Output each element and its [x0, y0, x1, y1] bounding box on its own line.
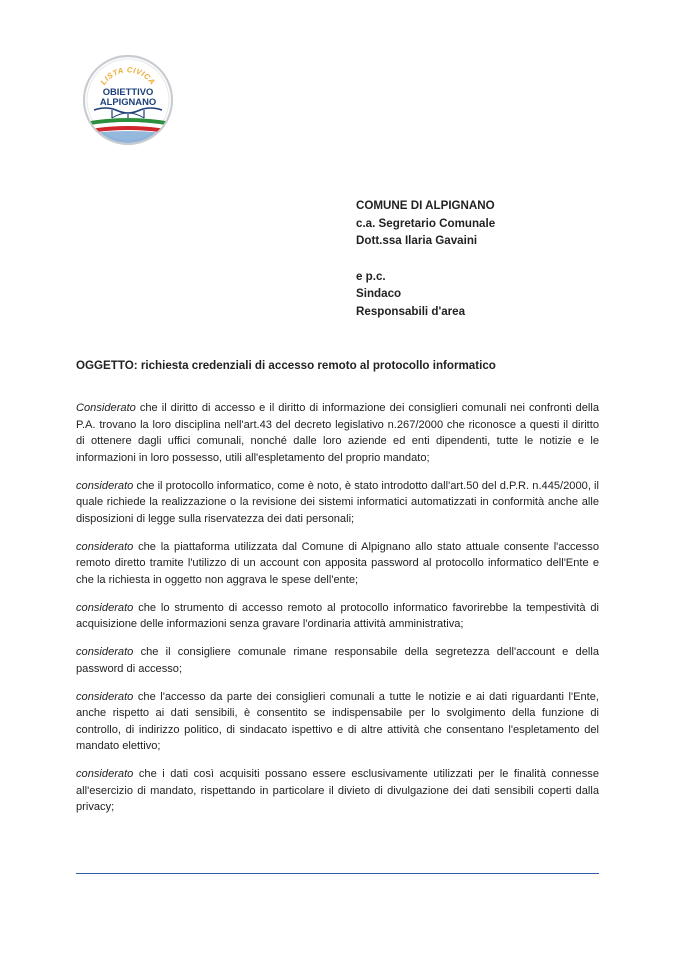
- paragraph: [76, 766, 599, 816]
- paragraph-lead: Considerato: [76, 402, 136, 414]
- paragraph-lead: considerato: [76, 768, 134, 780]
- letter-body: [76, 400, 599, 827]
- paragraph-text: che lo strumento di accesso remoto al protocollo informatico favorirebbe la tempestività di acquisizione delle informazioni senza gravare l'ordinaria attività amministrativa;: [76, 601, 599, 630]
- subject-line: [76, 359, 616, 372]
- paragraph-lead: considerato: [76, 601, 134, 614]
- paragraph-lead: considerato: [76, 540, 134, 553]
- logo-line1: OBIETTIVO: [102, 86, 154, 97]
- paragraph-text: che la piattaforma utilizzata dal Comune di Alpignano allo stato attuale consente l'accesso remoto diretto tramite l'utilizzo di un account con apposita password al protocollo informatico dell'Ente e che la richiesta in oggetto non aggrava le spese dell'ente;: [76, 540, 599, 586]
- obiettivo-alpignano-logo: [82, 54, 174, 146]
- recipients-block: [356, 197, 656, 321]
- recipient-line: COMUNE DI ALPIGNANO: [356, 199, 495, 212]
- footer-divider: [76, 873, 599, 874]
- logo-arc-text: LISTA CIVICA: [98, 65, 158, 87]
- cc-line: e p.c.: [356, 269, 386, 283]
- paragraph-lead: considerato: [76, 479, 134, 492]
- paragraph-text: che l'accesso da parte dei consiglieri comunali a tutte le notizie e ai dati riguardanti l'Ente, anche rispetto ai dati sensibili, è consentito se indispensabile per lo svolgimento della funzione di controllo, di indirizzo politico, di sindacato ispettivo e di altre attività che consentano l'espletamento del mandato elettivo;: [76, 690, 599, 752]
- paragraph: [76, 478, 599, 528]
- paragraph-text: che il diritto di accesso e il diritto di informazione dei consiglieri comunali nei confronti della P.A. trovano la loro disciplina nell'art.43 del decreto legislativo n.267/2000 che riconosce a questi il diritto di ottenere dagli uffici comunali, nonché dalle loro aziende ed enti dipendenti, tutte le notizie e le informazioni in loro possesso, utili all'espletamento del proprio mandato;: [76, 402, 599, 464]
- cc-line: Sindaco: [356, 287, 402, 301]
- paragraph-text: che il protocollo informatico, come è noto, è stato introdotto dall'art.50 del d.P.R. n.445/2000, il quale richiede la realizzazione o la revisione dei sistemi informatici automatizzati in conformità anche alle disposizioni di legge sulla riservatezza dei dati personali;: [76, 479, 599, 525]
- paragraph-text: che il consigliere comunale rimane responsabile della segretezza dell'account e della password di accesso;: [76, 646, 599, 675]
- paragraph: [76, 644, 599, 677]
- recipient-line: Dott.ssa Ilaria Gavaini: [356, 234, 478, 248]
- paragraph: [76, 400, 599, 466]
- cc-line: Responsabili d'area: [356, 304, 466, 318]
- paragraph: [76, 689, 599, 755]
- paragraph: [76, 539, 599, 589]
- paragraph-text: che i dati così acquisiti possano essere esclusivamente utilizzati per le finalità connesse all'esercizio di mandato, rispettando in particolare il divieto di divulgazione dei dati sensibili coperti dalla privacy;: [76, 768, 599, 813]
- subject-text: richiesta credenziali di accesso remoto al protocollo informatico: [137, 359, 496, 372]
- paragraph-lead: considerato: [76, 646, 134, 658]
- subject-label: OGGETTO:: [76, 359, 138, 372]
- logo-line2: ALPIGNANO: [99, 96, 157, 107]
- paragraph: [76, 600, 599, 633]
- paragraph-lead: considerato: [76, 690, 134, 703]
- recipient-line: c.a. Segretario Comunale: [356, 216, 496, 230]
